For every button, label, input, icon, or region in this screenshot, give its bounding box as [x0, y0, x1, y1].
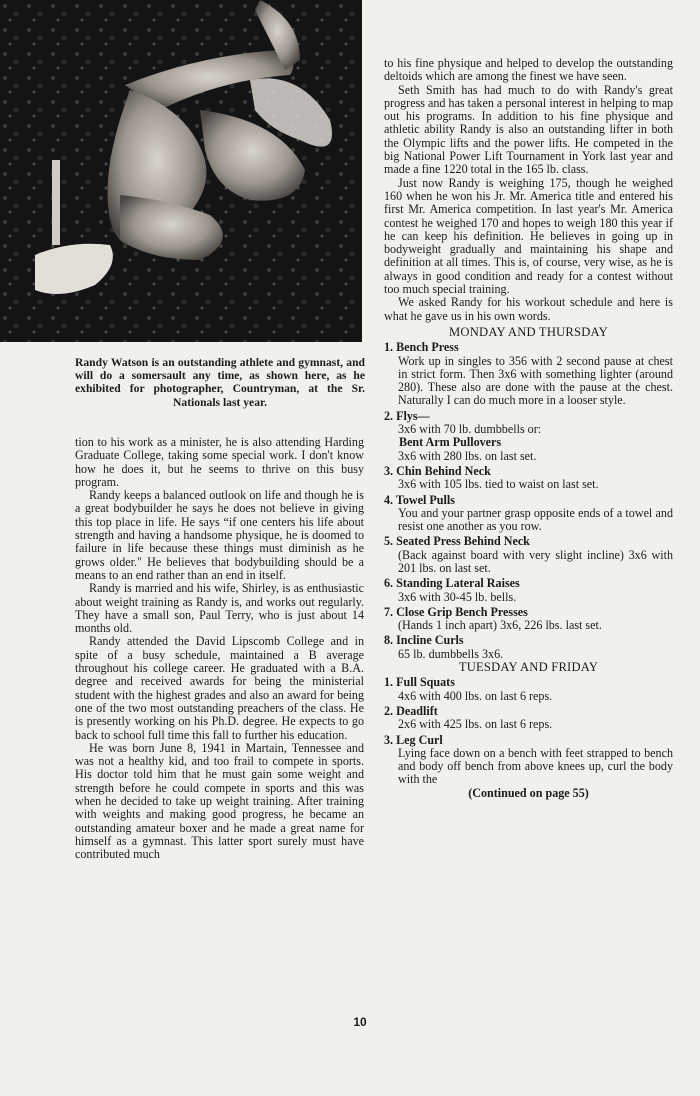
exercise-title: 8. Incline Curls	[384, 633, 464, 648]
paragraph: tion to his work as a minister, he is also attending Harding Graduate College, taking some special work. I don't know how he does it, but he seems to thrive on this busy program.	[75, 435, 364, 489]
paragraph: He was born June 8, 1941 in Martain, Tennessee and was not a healthy kid, and too frail to compete in sports. His doctor told him that he must gain some weight and strength before he could compete in sports and this was when he decided to take up weight training. After training with weights and making good progress, he became an outstanding amateur boxer and he made a great name for himself as a gymnast. This latter sport surely must have contributed much	[75, 740, 364, 862]
paragraph: Randy is married and his wife, Shirley, is as enthusiastic about weight training as Randy is, and works out regularly. They have a small son, Paul Terry, who is just about 14 months old.	[75, 581, 364, 636]
exercise-body: 3x6 with 280 lbs. on last set.	[398, 448, 537, 463]
page-number: 10	[353, 1015, 367, 1029]
exercise-body: 3x6 with 30-45 lb. bells.	[398, 589, 517, 604]
exercise-title: 3. Chin Behind Neck	[384, 463, 491, 478]
exercise-title: 2. Flys—	[384, 408, 430, 423]
exercise-title: 1. Bench Press	[384, 340, 459, 355]
schedule-heading-monday-thursday: MONDAY AND THURSDAY	[449, 324, 608, 339]
left-column	[75, 436, 364, 862]
right-column	[384, 57, 673, 800]
exercise-body: 2x6 with 425 lbs. on last 6 reps.	[398, 717, 553, 732]
paragraph: Randy keeps a balanced outlook on life and though he is a great bodybuilder he says he does not believe in giving this top place in life. He says “if one centers his life about strength and having a handsome physique, he is doomed to failure in life because these things must diminish as he grows older." He believes that bodybuilding should be a means to an end rather than an end in itself.	[75, 488, 364, 582]
paragraph: Randy attended the David Lipscomb College and in spite of a busy schedule, maintained a B average throughout his college career. He graduated with a B.A. degree and received awards for being the ministerial student with the highest grades and also an award for being one of the two most outstanding preachers of the class. He is presently working on his Ph.D. degree. He expects to go back to school full time this fall to further his education.	[75, 634, 364, 742]
exercise-title: 5. Seated Press Behind Neck	[384, 534, 530, 549]
exercise-body: (Back against board with very slight incline) 3x6 with 201 lbs. on last set.	[398, 547, 673, 575]
continued-note: (Continued on page 55)	[468, 785, 589, 800]
paragraph: Just now Randy is weighing 175, though he weighed 160 when he won his Jr. Mr. America title and entered his first Mr. America competition. In last year's Mr. America contest he weighed 170 and hopes to weigh 180 this year if he can keep his definition. He believes in going up in bodyweight gradually and maintaining his shape and definition at all times. This is, of course, very wise, as he is always in good condition and ready for a contest without too much special training.	[384, 175, 673, 297]
paragraph: We asked Randy for his workout schedule and here is what he gave us in his own words.	[384, 295, 673, 323]
exercise-title: 3. Leg Curl	[384, 732, 443, 747]
exercise-body: 65 lb. dumbbells 3x6.	[398, 646, 504, 661]
exercise-title: 4. Towel Pulls	[384, 492, 455, 507]
exercise-body: You and your partner grasp opposite ends of a towel and resist one another as you row.	[398, 505, 673, 534]
exercise-title: 1. Full Squats	[384, 675, 455, 690]
gymnast-photo	[0, 0, 362, 342]
exercise-title: 7. Close Grip Bench Presses	[384, 604, 528, 619]
exercise-body: 4x6 with 400 lbs. on last 6 reps.	[398, 688, 553, 703]
paragraph: to his fine physique and helped to develop the outstanding deltoids which are among the finest we have seen.	[384, 56, 673, 84]
schedule-heading-tuesday-friday: TUESDAY AND FRIDAY	[458, 660, 599, 675]
exercise-subtitle: Bent Arm Pullovers	[399, 435, 502, 450]
paragraph: Seth Smith has had much to do with Randy's great progress and has taken a personal interest in helping to map out his programs. In addition to his fine physique and athletic ability Randy is also an outstanding lifter in both the Olympic lifts and the power lifts. He competed in the big National Power Lift Tournament in York last year and made a fine 1220 total in the 165 lb. class.	[384, 82, 673, 177]
exercise-title: 2. Deadlift	[384, 703, 438, 718]
exercise-body: Lying face down on a bench with feet strapped to bench and body off bench from above knees up, curl the body with the	[398, 745, 673, 787]
photo-gymnast-somersault-icon	[0, 0, 362, 342]
exercise-title: 6. Standing Lateral Raises	[384, 576, 520, 591]
exercise-body: 3x6 with 105 lbs. tied to waist on last set.	[398, 477, 599, 492]
exercise-body: Work up in singles to 356 with 2 second pause at chest in strict form. Then 3x6 with something lighter (around 280). These also are done with the pause at the chest. Naturally I can do much more in a looser style.	[398, 353, 673, 408]
photo-caption: Randy Watson is an outstanding athlete and gymnast, and will do a somersault any time, as shown here, as he exhibited for photographer, Countryman, at the Sr. Nationals last year.	[75, 356, 365, 409]
exercise-body: (Hands 1 inch apart) 3x6, 226 lbs. last set.	[398, 618, 602, 633]
exercise-body: 3x6 with 70 lb. dumbbells or:	[398, 422, 542, 437]
